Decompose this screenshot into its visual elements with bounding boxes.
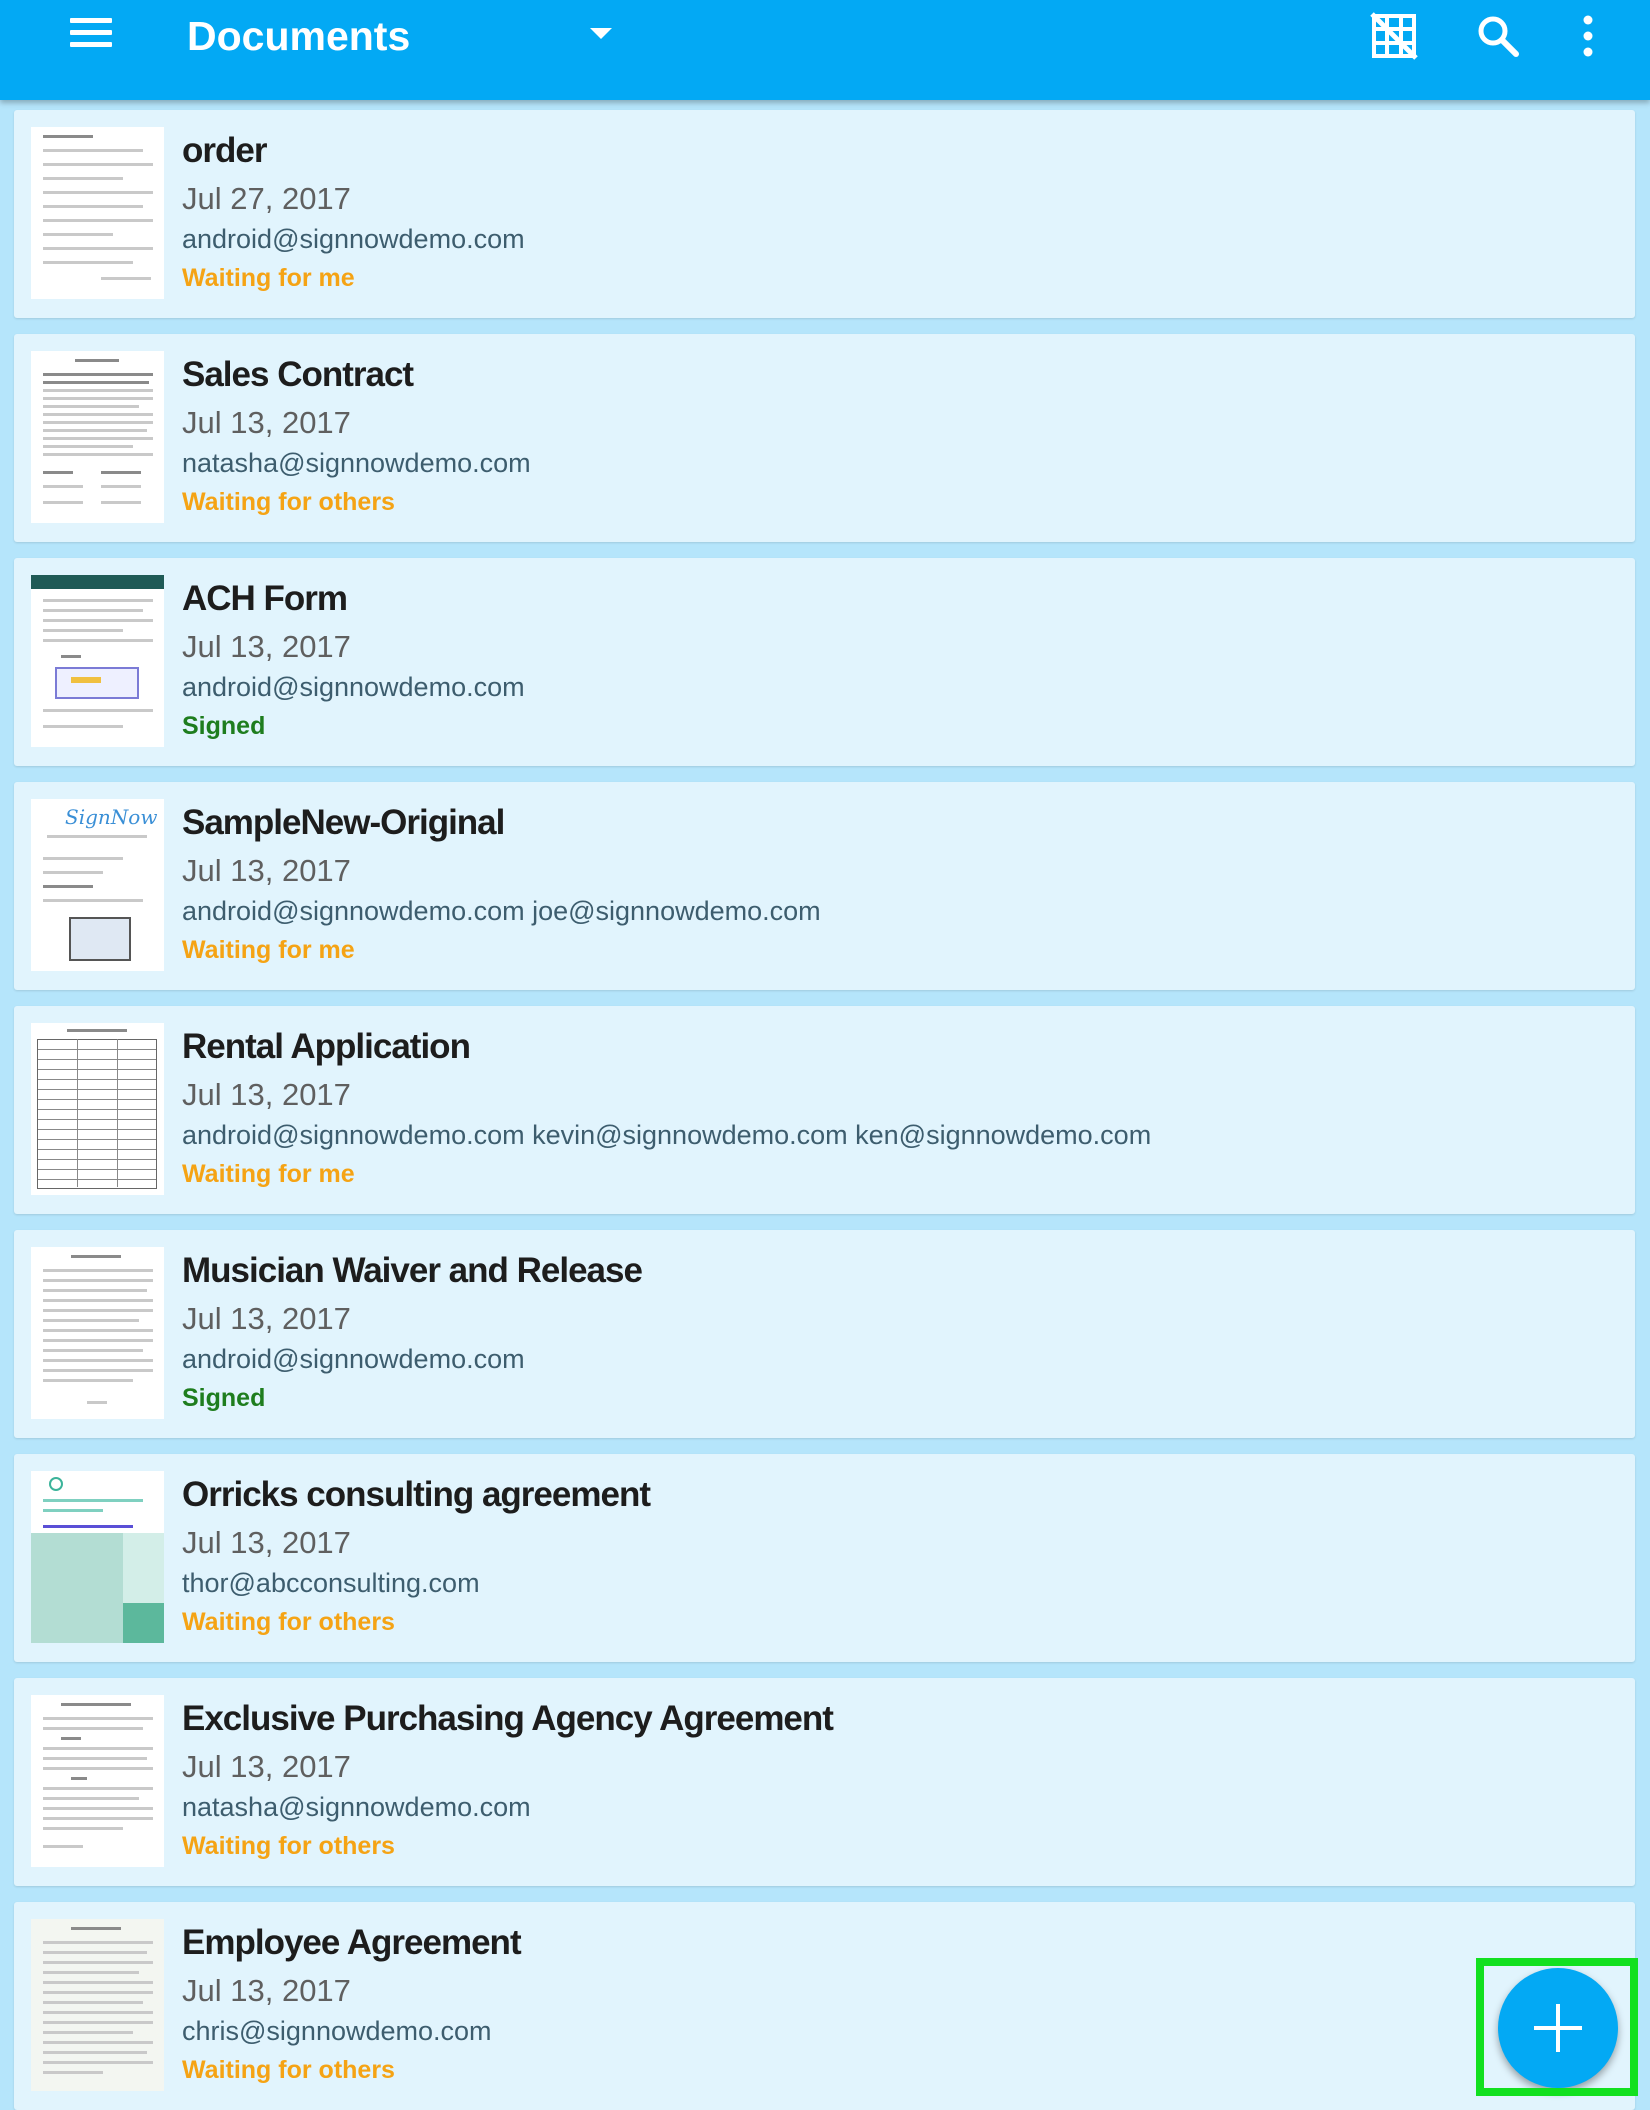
status-badge: Waiting for me (182, 936, 355, 964)
document-date: Jul 13, 2017 (182, 1525, 351, 1560)
document-thumbnail (31, 1247, 164, 1419)
document-item[interactable] (14, 558, 1635, 766)
status-badge: Signed (182, 1384, 266, 1412)
document-signers: android@signnowdemo.com (182, 672, 525, 702)
document-title: Rental Application (182, 1027, 470, 1066)
menu-icon[interactable] (70, 16, 114, 50)
status-badge: Waiting for me (182, 1160, 355, 1188)
more-vert-icon[interactable] (1562, 10, 1614, 62)
document-date: Jul 13, 2017 (182, 853, 351, 888)
status-badge: Waiting for me (182, 264, 355, 292)
document-thumbnail (31, 575, 164, 747)
document-date: Jul 13, 2017 (182, 1973, 351, 2008)
document-thumbnail (31, 1695, 164, 1867)
document-thumbnail (31, 351, 164, 523)
document-date: Jul 27, 2017 (182, 181, 351, 216)
signnow-logo-mark: SignNow (65, 805, 158, 829)
document-title: Employee Agreement (182, 1923, 521, 1962)
document-thumbnail (31, 799, 164, 971)
document-thumbnail (31, 1471, 164, 1643)
document-thumbnail (31, 1919, 164, 2091)
document-title: order (182, 131, 267, 170)
document-title: Orricks consulting agreement (182, 1475, 650, 1514)
document-signers: chris@signnowdemo.com (182, 2016, 492, 2046)
document-title: Sales Contract (182, 355, 414, 394)
dropdown-arrow-icon[interactable] (590, 28, 612, 39)
document-signers: android@signnowdemo.com kevin@signnowdemo.com ken@signnowdemo.com (182, 1120, 1152, 1150)
document-item[interactable] (14, 334, 1635, 542)
document-item[interactable] (14, 1006, 1635, 1214)
document-title: ACH Form (182, 579, 348, 618)
search-icon[interactable] (1472, 10, 1524, 62)
document-signers: android@signnowdemo.com joe@signnowdemo.com (182, 896, 821, 926)
grid-off-icon[interactable] (1368, 10, 1420, 62)
document-signers: android@signnowdemo.com (182, 1344, 525, 1374)
document-item[interactable] (14, 110, 1635, 318)
document-thumbnail (31, 1023, 164, 1195)
document-date: Jul 13, 2017 (182, 1077, 351, 1112)
document-signers: natasha@signnowdemo.com (182, 1792, 531, 1822)
page-title[interactable]: Documents (187, 13, 411, 59)
document-date: Jul 13, 2017 (182, 629, 351, 664)
document-thumbnail (31, 127, 164, 299)
document-title: Exclusive Purchasing Agency Agreement (182, 1699, 833, 1738)
fab-highlight-box (1476, 1958, 1638, 2096)
status-badge: Waiting for others (182, 488, 395, 516)
app-bar (0, 0, 1650, 100)
document-item[interactable] (14, 782, 1635, 990)
status-badge: Waiting for others (182, 2056, 395, 2084)
status-badge: Waiting for others (182, 1832, 395, 1860)
document-date: Jul 13, 2017 (182, 1301, 351, 1336)
document-item[interactable] (14, 1902, 1635, 2110)
status-badge: Waiting for others (182, 1608, 395, 1636)
document-item[interactable] (14, 1230, 1635, 1438)
status-badge: Signed (182, 712, 266, 740)
document-signers: android@signnowdemo.com (182, 224, 525, 254)
document-signers: thor@abcconsulting.com (182, 1568, 480, 1598)
document-item[interactable] (14, 1454, 1635, 1662)
document-title: SampleNew-Original (182, 803, 505, 842)
document-title: Musician Waiver and Release (182, 1251, 642, 1290)
document-signers: natasha@signnowdemo.com (182, 448, 531, 478)
document-date: Jul 13, 2017 (182, 1749, 351, 1784)
document-date: Jul 13, 2017 (182, 405, 351, 440)
document-item[interactable] (14, 1678, 1635, 1886)
